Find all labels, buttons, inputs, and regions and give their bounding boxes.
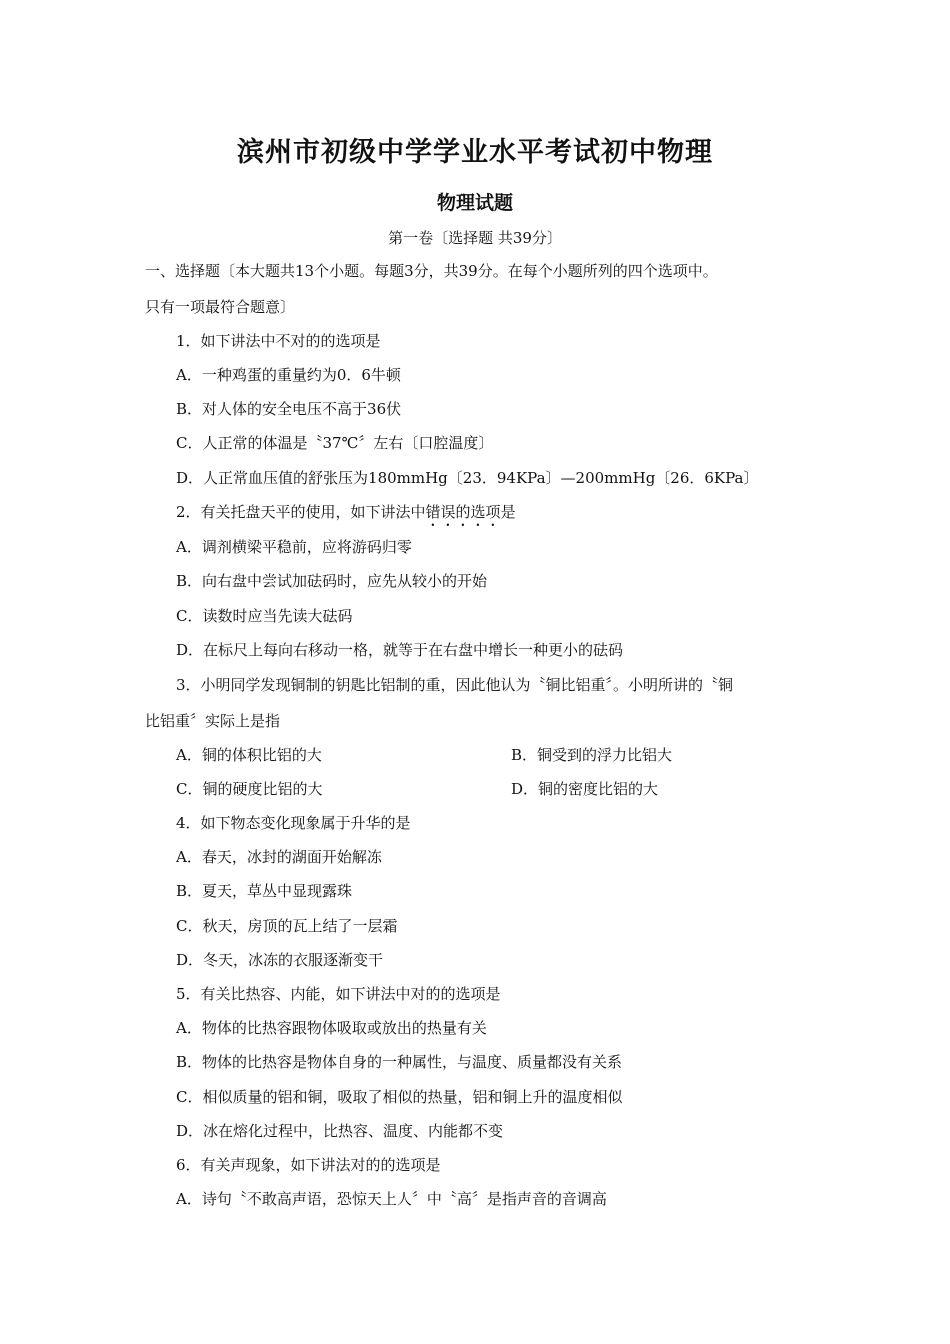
question-4-option-c: C．秋天，房顶的瓦上结了一层霜 xyxy=(176,917,398,935)
instructions-line-2: 只有一项最符合题意〕 xyxy=(145,298,296,316)
question-4-option-b: B．夏天，草丛中显现露珠 xyxy=(176,882,353,900)
question-3-option-d: D．铜的密度比铝的大 xyxy=(511,780,659,798)
question-1-option-c: C．人正常的体温是〝37℃〞左右〔口腔温度〕 xyxy=(176,434,494,452)
question-1-option-b: B．对人体的安全电压不高于36伏 xyxy=(176,400,402,418)
question-2-stem-suffix: 是 xyxy=(500,503,516,521)
question-3-option-b: B．铜受到的浮力比铝大 xyxy=(511,746,673,764)
question-2-stem-prefix: 2．有关托盘天平的使用，如下讲法中 xyxy=(176,503,426,521)
question-2-stem-emphasis: 错误的选项 xyxy=(425,503,501,521)
question-1-option-a: A．一种鸡蛋的重量约为0．6牛顿 xyxy=(176,366,401,384)
question-2-stem xyxy=(176,502,516,530)
question-2-option-c: C．读数时应当先读大砝码 xyxy=(176,607,353,625)
question-3-option-c: C．铜的硬度比铝的大 xyxy=(176,780,323,798)
question-3-option-a: A．铜的体积比铝的大 xyxy=(176,746,322,764)
question-5-option-a: A．物体的比热容跟物体吸取或放出的热量有关 xyxy=(176,1019,487,1037)
question-3-stem-line-1: 3．小明同学发现铜制的钥匙比铝制的重，因此他认为〝铜比铝重〞。小明所讲的〝铜 xyxy=(176,676,734,694)
question-3-stem-line-2: 比铝重〞实际上是指 xyxy=(145,712,281,730)
question-6-stem: 6．有关声现象，如下讲法对的的选项是 xyxy=(176,1156,441,1174)
instructions-line-1: 一、选择题〔本大题共13个小题。每题3分，共39分。在每个小题所列的四个选项中。 xyxy=(145,262,718,280)
question-4-option-a: A．春天，冰封的湖面开始解冻 xyxy=(176,848,382,866)
question-6-option-a: A．诗句〝不敢高声语，恐惊天上人〞中〝高〞是指声音的音调高 xyxy=(176,1190,607,1208)
page-title: 滨州市初级中学学业水平考试初中物理 xyxy=(237,137,713,168)
question-5-option-c: C．相似质量的铝和铜，吸取了相似的热量，铝和铜上升的温度相似 xyxy=(176,1088,623,1106)
question-4-stem: 4．如下物态变化现象属于升华的是 xyxy=(176,814,411,832)
question-2-option-a: A．调剂横梁平稳前，应将游码归零 xyxy=(176,538,412,556)
question-1-option-d: D．人正常血压值的舒张压为180mmHg〔23．94KPa〕—200mmHg〔26．6KPa〕 xyxy=(176,469,759,487)
question-2-option-b: B．向右盘中尝试加砝码时，应先从较小的开始 xyxy=(176,572,488,590)
question-1-stem: 1．如下讲法中不对的的选项是 xyxy=(176,332,381,350)
question-4-option-d: D．冬天，冰冻的衣服逐渐变干 xyxy=(176,951,384,969)
question-5-option-b: B．物体的比热容是物体自身的一种属性，与温度、质量都没有关系 xyxy=(176,1053,623,1071)
question-5-stem: 5．有关比热容、内能，如下讲法中对的的选项是 xyxy=(176,985,501,1003)
question-5-option-d: D．冰在熔化过程中，比热容、温度、内能都不变 xyxy=(176,1122,504,1140)
question-2-option-d: D．在标尺上每向右移动一格，就等于在右盘中增长一种更小的砝码 xyxy=(176,641,624,659)
page-subtitle: 物理试题 xyxy=(436,192,513,214)
section-heading: 第一卷〔选择题 共39分〕 xyxy=(388,229,562,247)
